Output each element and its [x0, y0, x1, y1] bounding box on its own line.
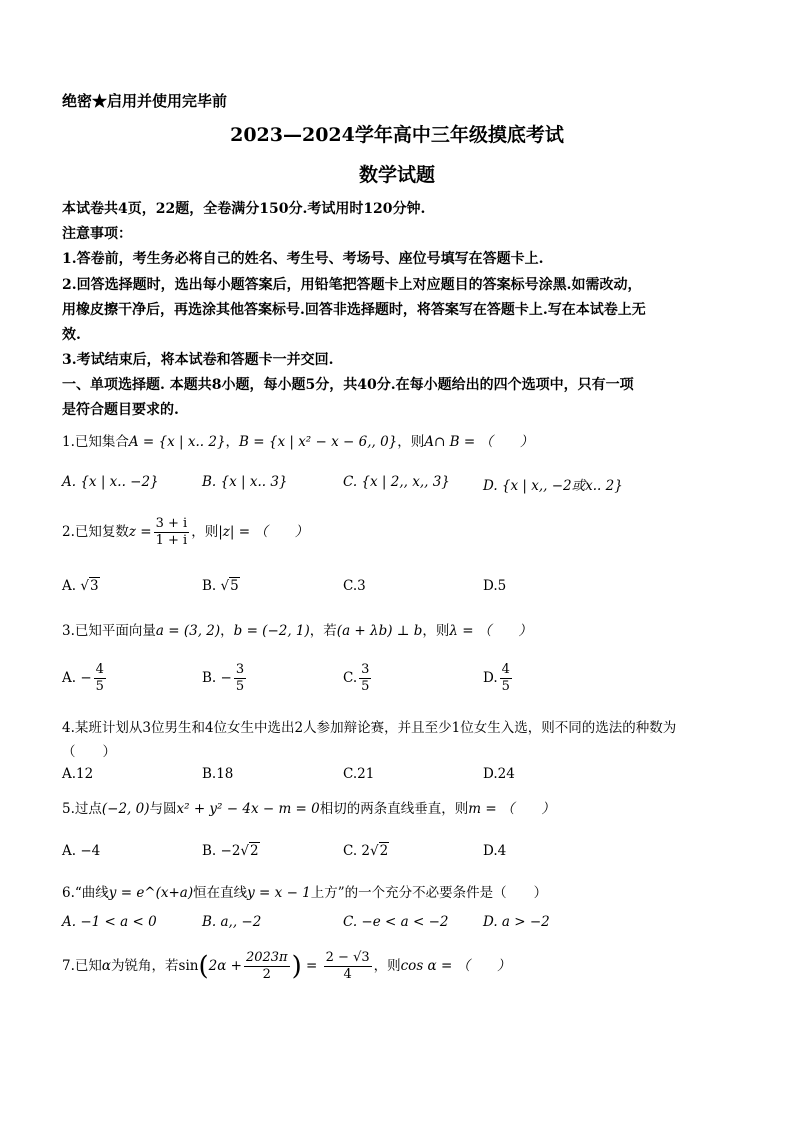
- question-7-stem: 7.已知α为锐角，若sin(2α + $\frac{2023\pi}{2}$ ) = $\frac{2 - √3}{4}$ ，则cos α = （ ）: [62, 950, 511, 982]
- q1-option-d: D. {x | x,, −2或x.. 2}: [483, 478, 623, 494]
- q3-option-c: C. $\frac{3}{5}$: [343, 662, 370, 694]
- set-b: B = {x | x² − x − 6,, 0}: [239, 434, 398, 450]
- complex-fraction: $\frac{3 + i}{1 + i}$: [155, 516, 188, 548]
- question-1-stem: 1.已知集合A = {x | x.. 2}，B = {x | x² − x − 6,, 0}，则A∩ B = （ ）: [62, 434, 534, 450]
- q6-option-a: A. −1 < a < 0: [62, 914, 157, 930]
- q5-option-d: D.4: [483, 843, 507, 859]
- section-heading-b: 是符合题目要求的.: [62, 402, 179, 418]
- question-6-stem: 6.“曲线y = e^(x+a)恒在直线y = x − 1上方”的一个充分不必要条件是（ ）: [62, 885, 548, 901]
- vector-a: a = (3, 2): [155, 623, 221, 639]
- intro-line: 本试卷共4页，22题，全卷满分150分.考试用时120分钟.: [62, 201, 426, 217]
- q4-option-a: A.12: [62, 766, 94, 782]
- rhs-fraction: $\frac{2 - √3}{4}$: [325, 950, 370, 982]
- q1-option-c: C. {x | 2,, x,, 3}: [343, 474, 450, 490]
- q3-option-a: A. − $\frac{4}{5}$: [62, 662, 104, 694]
- q2-option-c: C.3: [343, 578, 366, 594]
- exam-title: 2023—2024学年高中三年级摸底考试: [230, 124, 564, 146]
- q3-option-d: D. $\frac{4}{5}$: [483, 662, 510, 694]
- q2-option-b: B. √5: [202, 578, 239, 594]
- q1-option-a: A. {x | x.. −2}: [62, 474, 159, 490]
- question-4-stem-cont: （ ）: [62, 744, 116, 760]
- perpendicular-condition: (a + λb) ⊥ b: [336, 623, 423, 639]
- set-a: A = {x | x.. 2}: [128, 434, 226, 450]
- section-heading-a: 一、单项选择题. 本题共8小题，每小题5分，共40分.在每小题给出的四个选项中，只有一项: [62, 377, 634, 393]
- angle-fraction: $\frac{2023\pi}{2}$: [245, 950, 288, 982]
- curve-equation: y = e^(x+a): [108, 885, 194, 901]
- q1-option-b: B. {x | x.. 3}: [202, 474, 288, 490]
- q3-option-b: B. − $\frac{3}{5}$: [202, 662, 245, 694]
- notice-3: 3.考试结束后，将本试卷和答题卡一并交回.: [62, 352, 334, 368]
- question-4-stem: 4.某班计划从3位男生和4位女生中选出2人参加辩论赛，并且至少1位女生入选，则不同的选法的种数为: [62, 720, 677, 736]
- q5-option-b: B. −2√2: [202, 843, 259, 859]
- q6-option-b: B. a,, −2: [202, 914, 262, 930]
- q2-option-a: A. √3: [62, 578, 99, 594]
- q5-option-a: A. −4: [62, 843, 101, 859]
- confidential-note: 绝密★启用并使用完毕前: [62, 92, 228, 110]
- q4-option-d: D.24: [483, 766, 515, 782]
- vector-b: b = (−2, 1): [233, 623, 310, 639]
- circle-equation: x² + y² − 4x − m = 0: [176, 801, 320, 817]
- notice-2c: 效.: [62, 327, 81, 343]
- question-3-stem: 3.已知平面向量a = (3, 2)，b = (−2, 1)，若(a + λb) ⊥ b，则λ = （ ）: [62, 623, 532, 639]
- q6-option-d: D. a > −2: [483, 914, 550, 930]
- q5-option-c: C. 2√2: [343, 843, 389, 859]
- notice-1: 1.答卷前，考生务必将自己的姓名、考生号、考场号、座位号填写在答题卡上.: [62, 251, 544, 267]
- q4-option-c: C.21: [343, 766, 375, 782]
- notice-heading: 注意事项：: [62, 226, 132, 242]
- exam-subject: 数学试题: [358, 164, 435, 186]
- line-equation: y = x − 1: [247, 885, 311, 901]
- q6-option-c: C. −e < a < −2: [343, 914, 449, 930]
- notice-2b: 用橡皮擦干净后，再选涂其他答案标号.回答非选择题时，将答案写在答题卡上.写在本试卷上无: [62, 302, 646, 318]
- question-2-stem: 2.已知复数z = $\frac{3 + i}{1 + i}$ ，则|z| = （ ）: [62, 516, 309, 548]
- q2-option-d: D.5: [483, 578, 507, 594]
- q4-option-b: B.18: [202, 766, 234, 782]
- notice-2a: 2.回答选择题时，选出每小题答案后，用铅笔把答题卡上对应题目的答案标号涂黑.如需改动，: [62, 277, 642, 293]
- question-5-stem: 5.过点(−2, 0)与圆x² + y² − 4x − m = 0相切的两条直线垂直，则m = （ ）: [62, 801, 555, 817]
